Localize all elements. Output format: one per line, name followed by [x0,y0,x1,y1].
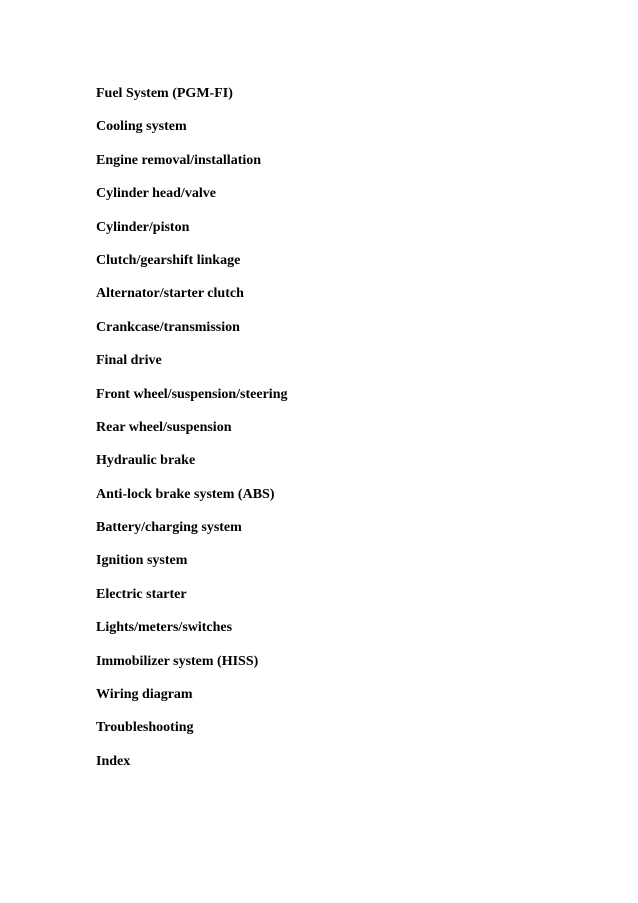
toc-item-cylinder-piston: Cylinder/piston [96,219,190,235]
toc-item-troubleshooting: Troubleshooting [96,720,194,736]
toc-item-front-wheel: Front wheel/suspension/steering [96,386,288,402]
toc-item-wiring-diagram: Wiring diagram [96,687,193,703]
toc-item-electric-starter: Electric starter [96,586,187,602]
toc-item-fuel-system: Fuel System (PGM-FI) [96,86,233,101]
toc-item-index: Index [96,753,131,769]
toc-item-cooling-system: Cooling system [96,119,187,135]
toc-item-alternator: Alternator/starter clutch [96,286,244,302]
toc-item-ignition: Ignition system [96,553,188,569]
toc-item-clutch-gearshift: Clutch/gearshift linkage [96,252,241,268]
toc-item-crankcase: Crankcase/transmission [96,319,240,335]
toc-item-rear-wheel: Rear wheel/suspension [96,419,232,435]
toc-item-abs: Anti-lock brake system (ABS) [96,486,275,502]
toc-item-immobilizer: Immobilizer system (HISS) [96,653,259,669]
toc-item-lights-meters: Lights/meters/switches [96,620,233,636]
toc-item-battery: Battery/charging system [96,520,242,536]
toc-item-final-drive: Final drive [96,353,162,369]
toc-item-engine-removal: Engine removal/installation [96,152,262,168]
toc-item-hydraulic-brake: Hydraulic brake [96,453,196,469]
toc-item-cylinder-head: Cylinder head/valve [96,186,216,202]
table-of-contents [96,84,287,785]
